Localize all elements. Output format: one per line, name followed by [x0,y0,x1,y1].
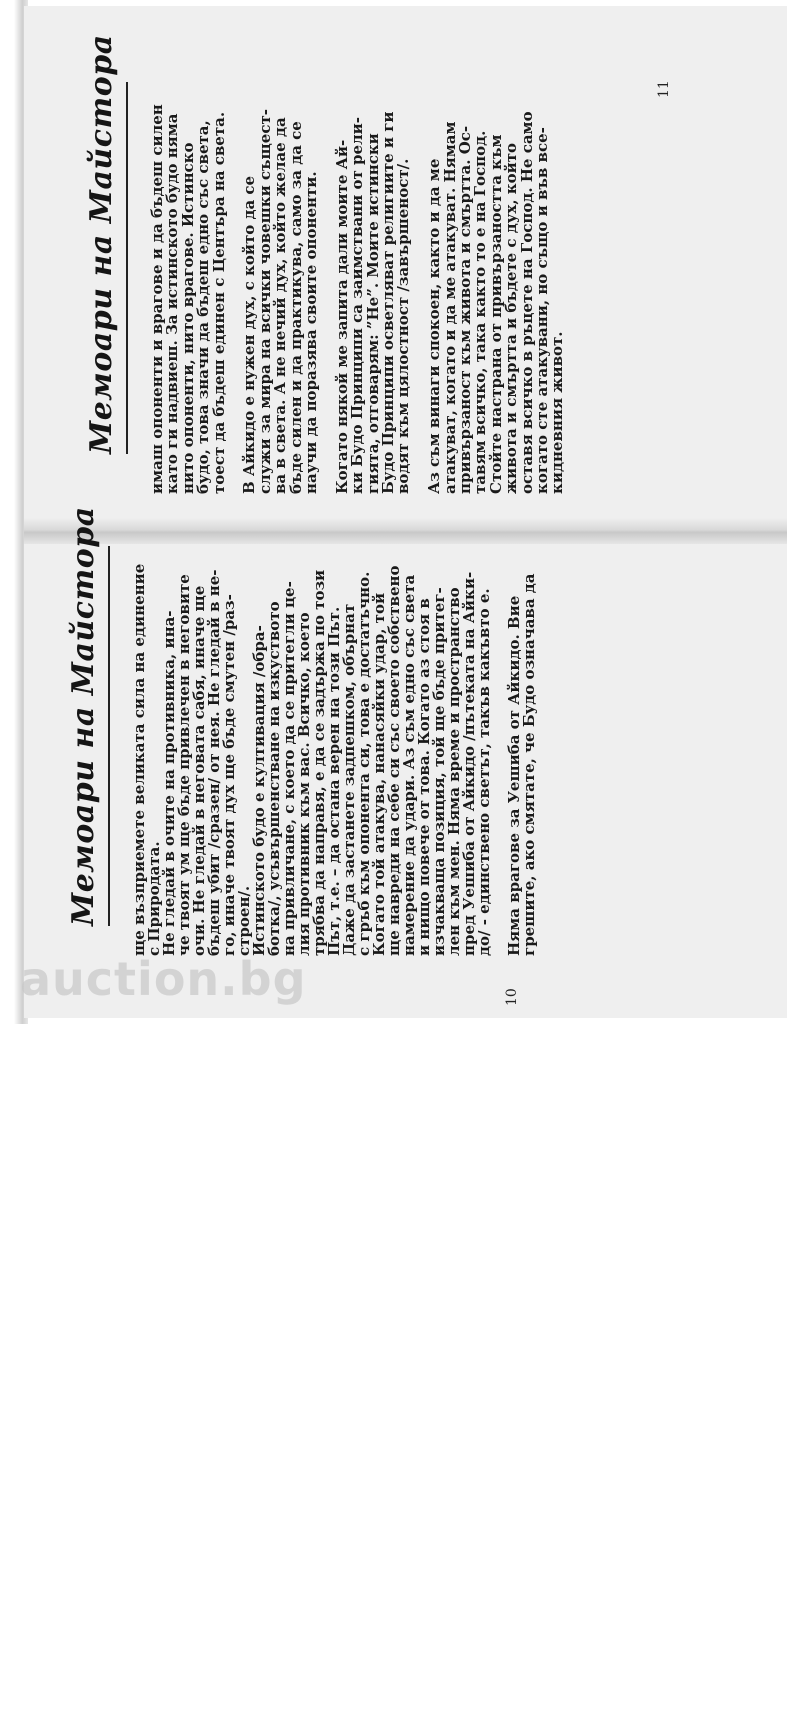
text-line: будо, това значи да бъдеш едно със света, [194,120,213,494]
text-line: научи да поразява своите опоненти. [302,171,320,494]
text-line: лия противник към вас. Всичко, което [295,612,313,956]
right-page-title: Мемоари на Майстора [84,34,119,454]
text-line: с Природата. [145,841,163,956]
left-page-title: Мемоари на Майстора [66,506,101,926]
text-line: Истинското будо е култивация /обра- [250,625,268,956]
text-line: ботка/, усъвършенстване на изкуството [265,601,283,956]
right-page [82,34,672,1208]
text-line: Будо Принципи осветляват религиите и ги [379,111,397,494]
text-line: ки Будо Принципи са заимствани от рели- [348,116,367,494]
text-line: Когато някой ме запита дали моите Ай- [332,139,351,494]
text-line: изчакваща позиция, той ще бъде притег- [430,587,448,956]
text-line: очи. Не гледай в неговата сабя, иначе ще [190,585,208,956]
text-line: нито опоненти, нито врагове. Истинско [178,142,197,494]
text-line: Когато той атакува, нанасяйки удар, той [370,592,388,956]
text-line: че твоят ум ще бъде привлечен в неговите [175,574,193,956]
text-line: кидневния живот. [548,331,567,494]
text-line: оставя всичко в ръцете на Господ. Не само [517,111,536,494]
text-line: лен към мен. Няма време и пространство [445,587,463,956]
text-line: привързаност към живота и смъртта. Ос- [456,125,474,494]
text-line: Даже да застанете задпешком, обърнат [340,603,358,956]
text-line: тоест да бъдеш единен с Центъра на света. [209,111,228,494]
text-line: намерение да удари. Аз съм едно със света [400,574,418,956]
text-line: Няма врагове за Уешиба от Айкидо. Вие [505,595,523,956]
text-line: ще възприемете великата сила на единение [130,563,148,956]
text-line: го, иначе твоят дух ще бъде смутен /раз- [220,594,238,956]
text-line: ще навреди на себе си със своето собствено [385,565,403,956]
text-line: трябва да направя, е да се задържа по този [310,569,328,956]
left-page-number: 10 [504,988,520,1006]
text-line: имаш опоненти и врагове и да бъдеш силен [148,104,166,494]
text-line: и нищо повече от това. Когато аз стоя в [415,598,433,956]
right-page-number: 11 [656,80,672,98]
text-line: бъде силен и да практикува, само за да се [286,121,305,494]
text-line: Не гледай в очите на противника, ина- [160,610,178,956]
text-line: В Айкидо е нужен дух, с който да се [240,175,259,494]
text-line: като ги надвиеш. За истинското будо няма [163,113,182,494]
text-line: служи за мира на всички човешки същест- [255,109,274,494]
text-line: Стойте настрана от привързаността към [486,134,505,494]
text-line: грешите, ако смятате, че Будо означава да [520,573,538,956]
text-line: тавям всичко, така както то е на Господ. [471,130,490,494]
text-line: строен/. [235,885,253,956]
text-line: живота и смъртта и бъдете с дух, който [502,142,521,494]
text-line: Път, т.е. – да остана верен на този Път. [325,606,343,956]
text-line: гията, отговарям: ”Не”. Моите истински [363,133,382,494]
watermark-logo: auction.bg [20,952,307,1006]
text-line: атакуват, когато и да ме атакуват. Нямам [440,121,459,494]
text-line: водят към цялостност /завършеност/. [394,158,413,494]
text-line: с гръб към опонента си, това е достатъчно. [355,571,373,956]
text-line: бъдеш убит /сразен/ от нея. Не гледай в не- [205,569,223,956]
text-line: когато сте атакувани, но също и във все- [533,127,551,494]
text-line: пред Уешиба от Айкидо /пътеката на Айки- [460,571,478,956]
text-line: до/ - единствено светът, такъв какъвто е. [475,588,493,956]
text-line: Аз съм винаги спокоен, както и да ме [425,158,444,494]
text-line: ва в света. А не нечий дух, който желае да [271,117,290,494]
right-title-rule [126,82,128,454]
text-line: на привличане, с което да се притегли це- [280,581,298,956]
